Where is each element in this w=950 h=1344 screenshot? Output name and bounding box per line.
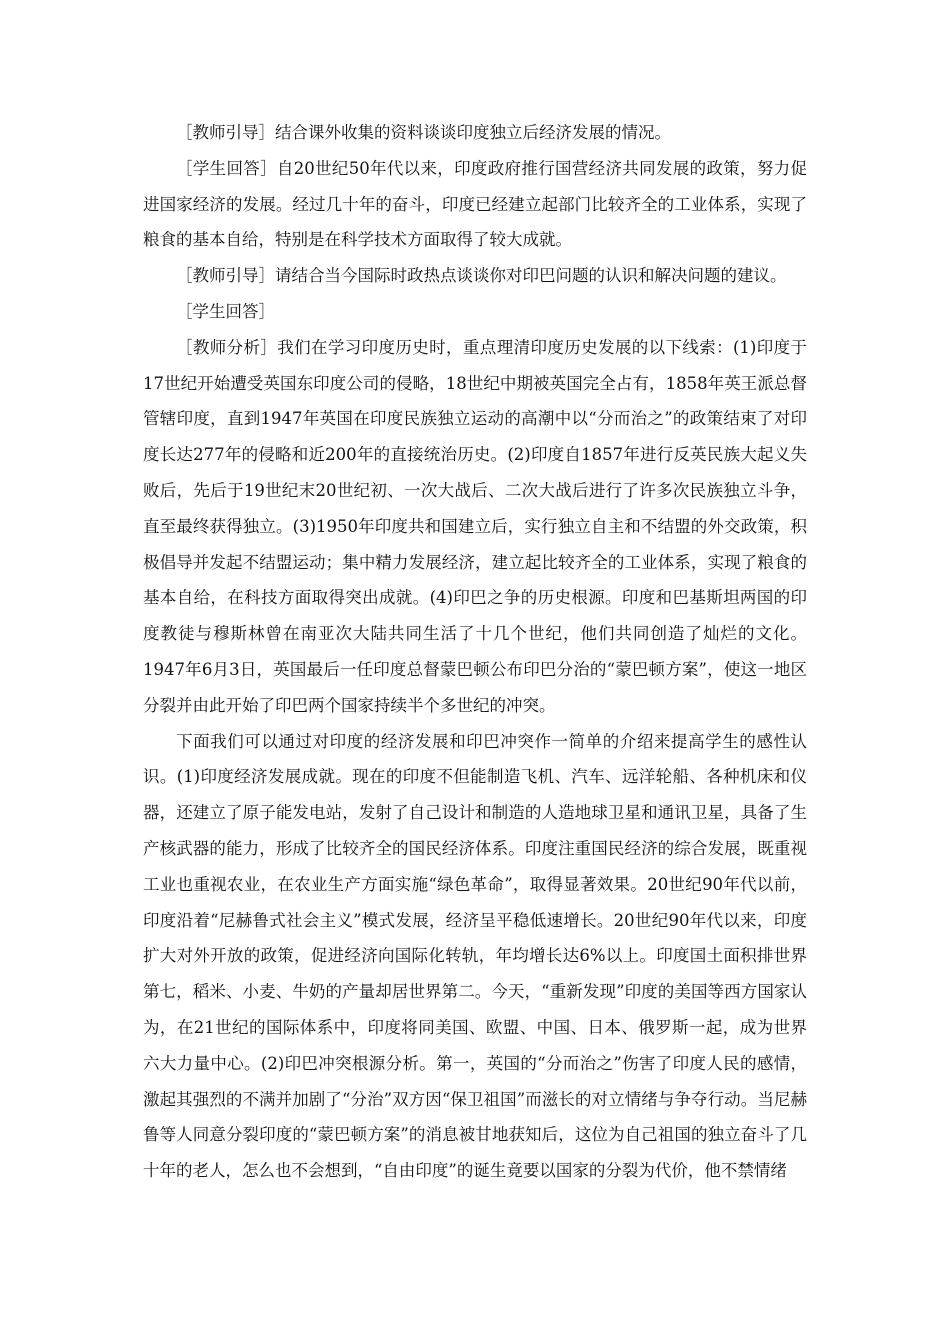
paragraph-teacher-analysis: ［教师分析］我们在学习印度历史时，重点理清印度历史发展的以下线索：(1)印度于17世纪开始遭受英国东印度公司的侵略，18世纪中期被英国完全占有，1858年英王派总督管辖印度，直到1947年英国在印度民族独立运动的高潮中以“分而治之”的政策结束了对印度长达277年的侵略和近200年的直接统治历史。(2)印度自1857年进行反英民族大起义失败后，先后于19世纪末20世纪初、一次大战后、二次大战后进行了许多次民族独立斗争，直至最终获得独立。(3)1950年印度共和国建立后，实行独立自主和不结盟的外交政策，积极倡导并发起不结盟运动；集中精力发展经济，建立起比较齐全的工业体系，实现了粮食的基本自给，在科技方面取得突出成就。(4)印巴之争的历史根源。印度和巴基斯坦两国的印度教徒与穆斯林曾在南亚次大陆共同生活了十几个世纪，他们共同创造了灿烂的文化。1947年6月3日，英国最后一任印度总督蒙巴顿公布印巴分治的“蒙巴顿方案”，使这一地区分裂并由此开始了印巴两个国家持续半个多世纪的冲突。 xyxy=(143,337,807,715)
paragraph-student-answer-1: ［学生回答］自20世纪50年代以来，印度政府推行国营经济共同发展的政策，努力促进国家经济的发展。经过几十年的奋斗，印度已经建立起部门比较齐全的工业体系，实现了粮食的基本自给，特别是在科学技术方面取得了较大成就。 xyxy=(143,158,807,250)
paragraph-teacher-guide-2: ［教师引导］请结合当今国际时政热点谈谈你对印巴问题的认识和解决问题的建议。 xyxy=(176,266,787,286)
paragraph-student-answer-2: ［学生回答］ xyxy=(176,301,275,321)
paragraph-teacher-guide-1: ［教师引导］结合课外收集的资料谈谈印度独立后经济发展的情况。 xyxy=(176,123,671,142)
document-body xyxy=(143,115,807,1189)
paragraph-discussion: 下面我们可以通过对印度的经济发展和印巴冲突作一简单的介绍来提高学生的感性认识。(1)印度经济发展成就。现在的印度不但能制造飞机、汽车、远洋轮船、各种机床和仪器，还建立了原子能发电站，发射了自己设计和制造的人造地球卫星和通讯卫星，具备了生产核武器的能力，形成了比较齐全的国民经济体系。印度注重国民经济的综合发展，既重视工业也重视农业，在农业生产方面实施“绿色革命”，取得显著效果。20世纪90年代以前，印度沿着“尼赫鲁式社会主义”模式发展，经济呈平稳低速增长。20世纪90年代以来，印度扩大对外开放的政策，促进经济向国际化转轨，年均增长达6%以上。印度国土面积排世界第七，稻米、小麦、牛奶的产量却居世界第二。今天，“重新发现”印度的美国等西方国家认为，在21世纪的国际体系中，印度将同美国、欧盟、中国、日本、俄罗斯一起，成为世界六大力量中心。(2)印巴冲突根源分析。第一，英国的“分而治之”伤害了印度人民的感情，激起其强烈的不满并加剧了“分治”双方因“保卫祖国”而滋长的对立情绪与争夺行动。当尼赫鲁等人同意分裂印度的“蒙巴顿方案”的消息被甘地获知后，这位为自己祖国的独立奋斗了几十年的老人，怎么也不会想到，“自由印度”的诞生竟要以国家的分裂为代价，他不禁情绪 xyxy=(143,731,807,1181)
